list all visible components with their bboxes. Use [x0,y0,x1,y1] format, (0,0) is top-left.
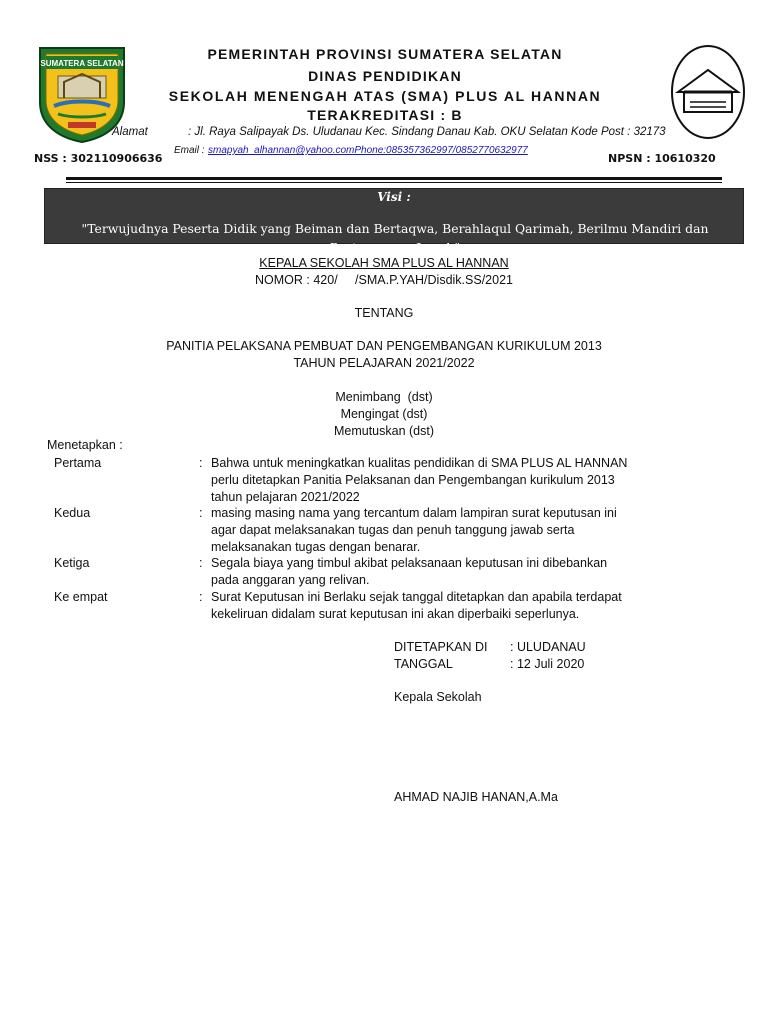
item-line: Bahwa untuk meningkatkan kualitas pendidikan di SMA PLUS AL HANNAN [211,456,628,470]
item-line: perlu ditetapkan Panitia Pelaksanan dan Pengembangan kurikulum 2013 [211,473,615,487]
place-value: : ULUDANAU [510,640,586,654]
item-line: melaksanakan tugas dengan benarar. [211,540,421,554]
school-name: SEKOLAH MENENGAH ATAS (SMA) PLUS AL HANNAN [168,88,602,104]
item-colon: : [199,506,203,520]
item-line: Segala biaya yang timbul akibat pelaksanaan keputusan ini dibebankan [211,556,608,570]
item-colon: : [199,556,203,570]
letterhead-divider-thick [66,177,722,180]
npsn-number: NPSN : 10610320 [608,152,716,165]
item-line: tahun pelajaran 2021/2022 [211,490,360,504]
memutuskan-heading: Memutuskan (dst) [333,424,435,438]
address-label: Alamat [112,126,148,138]
government-line: PEMERINTAH PROVINSI SUMATERA SELATAN [207,46,563,62]
decree-subject-line2: TAHUN PELAJARAN 2021/2022 [293,356,475,370]
decree-subject-line1: PANITIA PELAKSANA PEMBUAT DAN PENGEMBANGAN KURIKULUM 2013 [166,339,602,353]
item-line: Surat Keputusan ini Berlaku sejak tanggal ditetapkan dan apabila terdapat [211,590,622,604]
mengingat-heading: Mengingat (dst) [340,407,428,421]
email-label: Email : [174,145,205,156]
menetapkan-label: Menetapkan : [47,438,123,452]
date-label: TANGGAL [394,657,453,671]
nss-number: NSS : 302110906636 [34,152,163,165]
signer-position: Kepala Sekolah [394,690,482,704]
emblem-text: SUMATERA SELATAN [40,59,124,68]
letterhead-divider-thin [66,182,722,183]
place-label: DITETAPKAN DI [394,640,488,654]
email-phone-link[interactable]: smapyah_alhannan@yahoo.comPhone:085357362997/08527706329​77 [208,145,528,156]
item-label: Kedua [54,506,91,520]
date-value: : 12 Juli 2020 [510,657,585,671]
item-line: kekeliruan didalam surat keputusan ini akan diperbaiki seperlunya. [211,607,580,621]
vision-box [44,188,744,255]
school-logo [670,40,746,140]
decree-issuer: KEPALA SEKOLAH SMA PLUS AL HANNAN [259,256,509,270]
decree-number: NOMOR : 420/ /SMA.P.YAH/Disdik.SS/2021 [255,273,513,287]
item-label: Pertama [54,456,102,470]
item-label: Ke empat [54,590,108,604]
item-line: agar dapat melaksanakan tugas dan penuh tanggung jawab serta [211,523,575,537]
address-text: : Jl. Raya Salipayak Ds. Uludanau Kec. Sindang Danau Kab. OKU Selatan Kode Post : 32173 [188,126,666,138]
department-line: DINAS PENDIDIKAN [308,68,462,84]
vision-title: Visi : [377,190,411,204]
item-label: Ketiga [54,556,90,570]
item-colon: : [199,590,203,604]
menimbang-heading: Menimbang (dst) [335,390,433,404]
decree-about: TENTANG [354,306,414,320]
signer-name: AHMAD NAJIB HANAN,A.Ma [394,790,558,804]
item-colon: : [199,456,203,470]
item-line: pada anggaran yang relivan. [211,573,370,587]
accreditation: TERAKREDITASI : B [307,107,463,123]
item-line: masing masing nama yang tercantum dalam lampiran surat keputusan ini [211,506,617,520]
vision-text: "Terwujudnya Peserta Didik yang Beiman dan Bertaqwa, Berahlaqul Qarimah, Berilmu Mandiri dan Bertanggung Jawab" [81,221,709,255]
